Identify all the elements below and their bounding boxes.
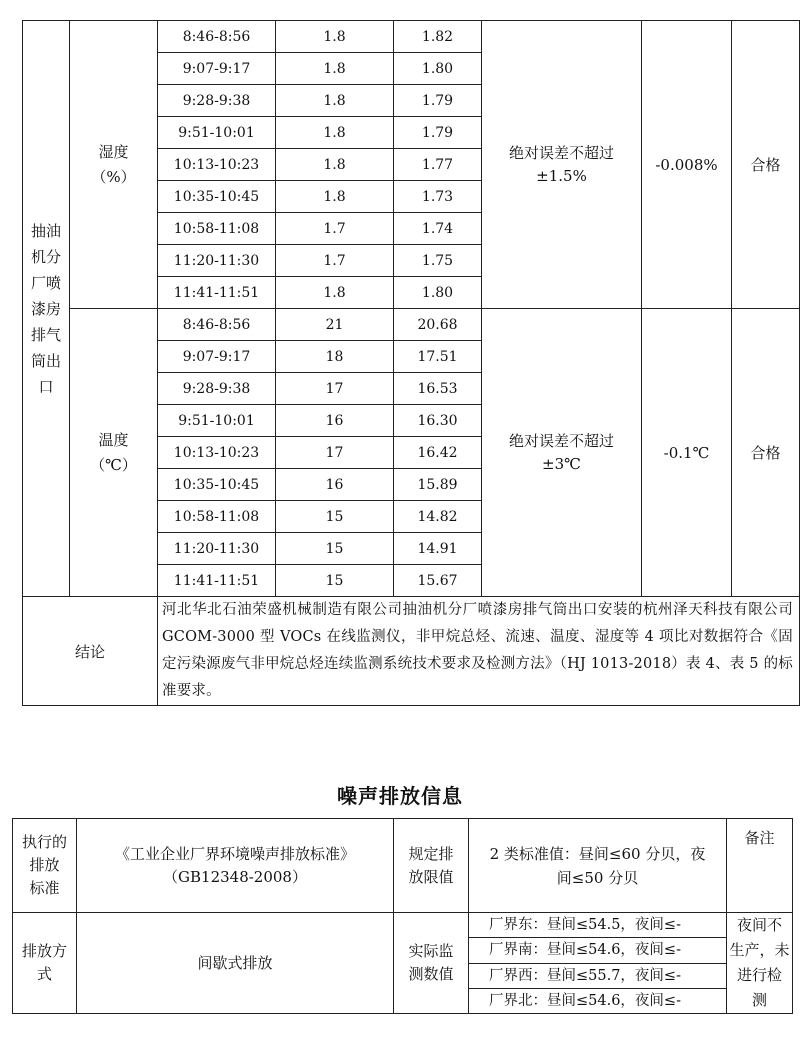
measured-value: 厂界西：昼间≤55.7，夜间≤-: [469, 963, 727, 988]
reference-value: 1.8: [276, 85, 394, 117]
standard-line: 绝对误差不超过: [508, 431, 614, 450]
site-line: 厂喷: [30, 273, 61, 292]
param-cell: [70, 21, 158, 309]
site-line: 口: [38, 377, 54, 396]
std-label-cell: [13, 819, 77, 913]
noise-section-title: 噪声排放信息: [337, 784, 463, 808]
limit-value-cell: [469, 819, 727, 913]
site-line: 排气: [30, 325, 61, 344]
time-cell: 9:07-9:17: [158, 341, 276, 373]
remark-line: 进行检: [736, 966, 782, 984]
reference-value: 1.8: [276, 277, 394, 309]
measured-value: 厂界南：昼间≤54.6，夜间≤-: [469, 938, 727, 963]
monitor-value: 1.74: [394, 213, 482, 245]
measured-label-line: 实际监: [408, 942, 454, 960]
site-line: 抽油: [30, 221, 61, 240]
reference-value: 1.8: [276, 53, 394, 85]
reference-value: 21: [276, 309, 394, 341]
time-cell: 10:35-10:45: [158, 181, 276, 213]
monitor-value: 20.68: [394, 309, 482, 341]
time-cell: 10:58-11:08: [158, 213, 276, 245]
limit-label-cell: [394, 819, 469, 913]
remark-line: 生产，未: [729, 941, 790, 959]
standard-line: 绝对误差不超过: [508, 143, 614, 162]
reference-value: 16: [276, 469, 394, 501]
remark-label: 备注: [727, 819, 793, 913]
monitor-value: 16.30: [394, 405, 482, 437]
monitor-value: 15.89: [394, 469, 482, 501]
monitor-value: 16.53: [394, 373, 482, 405]
method-label-line: 排放方: [21, 942, 67, 960]
comparison-table: [22, 20, 800, 706]
reference-value: 1.8: [276, 181, 394, 213]
monitor-value: 14.82: [394, 501, 482, 533]
site-line: 筒出: [30, 351, 61, 370]
remark-line: 测: [751, 991, 767, 1009]
result-value: 合格: [732, 309, 800, 597]
time-cell: 10:58-11:08: [158, 501, 276, 533]
reference-value: 15: [276, 565, 394, 597]
measured-value: 厂界东：昼间≤54.5，夜间≤-: [469, 913, 727, 938]
limit-label-line: 规定排: [408, 844, 454, 863]
conclusion-text: 河北华北石油荣盛机械制造有限公司抽油机分厂喷漆房排气筒出口安装的杭州泽天科技有限公司 GCOM-3000 型 VOCs 在线监测仪，非甲烷总烃、流速、温度、湿度等 4 项比对数据符合《固定污染源废气非甲烷总烃连续监测系统技术要求及检测方法》（HJ 1013-2018）表 4、表 5 的标准要求。: [158, 597, 800, 706]
reference-value: 1.7: [276, 213, 394, 245]
monitor-value: 1.73: [394, 181, 482, 213]
monitor-value: 1.82: [394, 21, 482, 53]
time-cell: 11:20-11:30: [158, 533, 276, 565]
param-unit: （%）: [91, 167, 136, 186]
time-cell: 9:51-10:01: [158, 405, 276, 437]
monitor-value: 14.91: [394, 533, 482, 565]
reference-value: 17: [276, 373, 394, 405]
monitor-value: 1.80: [394, 53, 482, 85]
monitor-value: 1.79: [394, 117, 482, 149]
time-cell: 11:41-11:51: [158, 565, 276, 597]
monitor-value: 1.75: [394, 245, 482, 277]
reference-value: 1.8: [276, 117, 394, 149]
time-cell: 8:46-8:56: [158, 309, 276, 341]
limit-value-line: 2 类标准值：昼间≤60 分贝，夜: [489, 844, 706, 863]
std-label-line: 标准: [29, 879, 60, 897]
monitor-value: 1.77: [394, 149, 482, 181]
time-cell: 9:07-9:17: [158, 53, 276, 85]
param-cell: [70, 309, 158, 597]
standard-tolerance: ±1.5%: [536, 166, 587, 185]
monitor-value: 16.42: [394, 437, 482, 469]
reference-value: 17: [276, 437, 394, 469]
measured-value: 厂界北：昼间≤54.6，夜间≤-: [469, 988, 727, 1013]
std-code-line: （GB12348-2008）: [163, 867, 307, 886]
method-label-line: 式: [36, 965, 52, 983]
data-row: [23, 309, 800, 341]
limit-value-line: 间≤50 分贝: [556, 868, 639, 887]
monitor-value: 1.79: [394, 85, 482, 117]
reference-value: 15: [276, 501, 394, 533]
conclusion-row: [23, 597, 800, 706]
time-cell: 9:51-10:01: [158, 117, 276, 149]
data-row: [23, 21, 800, 53]
std-label-line: 排放: [29, 856, 60, 874]
reference-value: 1.8: [276, 21, 394, 53]
standard-tolerance: ±3℃: [542, 454, 581, 473]
monitor-value: 15.67: [394, 565, 482, 597]
error-value: -0.1℃: [642, 309, 732, 597]
time-cell: 10:13-10:23: [158, 437, 276, 469]
result-value: 合格: [732, 21, 800, 309]
std-label-line: 执行的: [21, 833, 67, 851]
reference-value: 1.7: [276, 245, 394, 277]
standard-cell: [482, 21, 642, 309]
standard-cell: [482, 309, 642, 597]
time-cell: 11:20-11:30: [158, 245, 276, 277]
conclusion-label: 结论: [23, 597, 158, 706]
monitor-value: 1.80: [394, 277, 482, 309]
site-cell: [23, 21, 70, 597]
limit-label-line: 放限值: [408, 867, 454, 886]
site-line: 漆房: [30, 299, 61, 318]
reference-value: 15: [276, 533, 394, 565]
noise-table: [12, 818, 793, 1014]
reference-value: 1.8: [276, 149, 394, 181]
time-cell: 10:13-10:23: [158, 149, 276, 181]
param-name: 温度: [98, 430, 129, 449]
param-name: 湿度: [98, 142, 129, 161]
param-unit: （℃）: [90, 455, 137, 474]
method-label-cell: [13, 913, 77, 1014]
reference-value: 18: [276, 341, 394, 373]
remark-line: 夜间不: [736, 916, 782, 934]
method-value: 间歇式排放: [77, 913, 394, 1014]
reference-value: 16: [276, 405, 394, 437]
std-name-line: 《工业企业厂界环境噪声排放标准》: [114, 844, 355, 863]
time-cell: 10:35-10:45: [158, 469, 276, 501]
error-value: -0.008%: [642, 21, 732, 309]
std-name-cell: [77, 819, 394, 913]
time-cell: 8:46-8:56: [158, 21, 276, 53]
measured-label-cell: [394, 913, 469, 1014]
site-line: 机分: [30, 247, 61, 266]
measured-label-line: 测数值: [408, 965, 454, 983]
time-cell: 11:41-11:51: [158, 277, 276, 309]
time-cell: 9:28-9:38: [158, 373, 276, 405]
time-cell: 9:28-9:38: [158, 85, 276, 117]
monitor-value: 17.51: [394, 341, 482, 373]
remark-cell: [727, 913, 793, 1014]
